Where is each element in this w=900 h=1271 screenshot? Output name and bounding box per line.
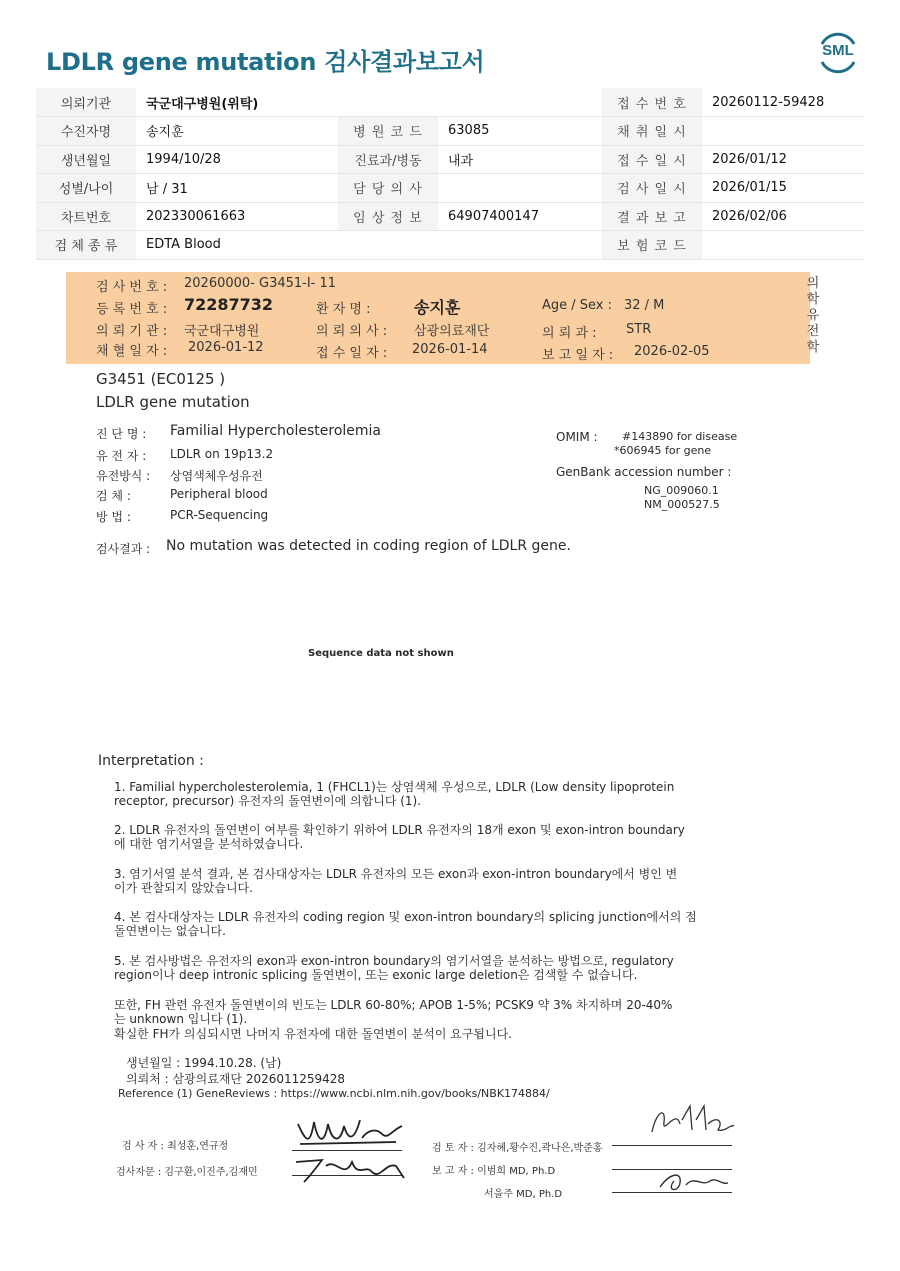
value-patient-name: 송지훈 xyxy=(136,117,338,146)
age-sex-label: Age / Sex : xyxy=(542,298,613,313)
req-doc-label: 의 뢰 의 사 : xyxy=(316,324,388,339)
report-date: 2026-02-05 xyxy=(634,344,710,359)
diagnosis-label: 진 단 명 : xyxy=(96,427,147,441)
label-receipt-time: 접 수 일 시 xyxy=(602,145,702,174)
table-row xyxy=(36,174,864,203)
examiner: 검 사 자 : 최성훈,연규정 xyxy=(122,1141,229,1152)
interpretation-line: 5. 본 검사방법은 유전자의 exon과 exon-intron boundary의 염기서열을 분석하는 방법으로, regulatory xyxy=(114,954,674,968)
label-insurance-code: 보 험 코 드 xyxy=(602,231,702,260)
advisor: 검사자문 : 김구환,이진주,김재민 xyxy=(116,1167,258,1178)
value-sex-age: 남 / 31 xyxy=(136,174,338,203)
omim-gene: *606945 for gene xyxy=(614,444,712,457)
label-hospital-code: 병 원 코 드 xyxy=(338,117,438,146)
collect-date: 2026-01-12 xyxy=(188,340,264,355)
label-chart-no: 차트번호 xyxy=(36,202,136,231)
label-patient-name: 수진자명 xyxy=(36,117,136,146)
genbank-2: NM_000527.5 xyxy=(644,498,720,511)
gene-label: 유 전 자 : xyxy=(96,449,147,463)
interpretation-line: 확실한 FH가 의심되시면 나머지 유전자에 대한 돌연변이 분석이 요구됩니다. xyxy=(114,1027,513,1041)
value-department: 내과 xyxy=(438,145,602,174)
reporter: 보 고 자 : 이범희 MD, Ph.D xyxy=(432,1166,556,1177)
label-requester: 의뢰기관 xyxy=(36,88,136,117)
label-specimen-type: 검 체 종 류 xyxy=(36,231,136,260)
specimen-label: 검 체 : xyxy=(96,489,131,503)
req-doc: 삼광의료재단 xyxy=(414,324,490,339)
exam-no: 20260000- G3451-I- 11 xyxy=(184,276,337,291)
examiner-signature-icon xyxy=(292,1112,408,1150)
report-label: 보 고 일 자 : xyxy=(542,348,614,363)
specimen: Peripheral blood xyxy=(170,487,268,501)
gene: LDLR on 19p13.2 xyxy=(170,447,274,461)
table-row xyxy=(36,202,864,231)
sequence-note: Sequence data not shown xyxy=(308,648,454,659)
value-insurance-code xyxy=(702,231,864,260)
label-clinical-info: 임 상 정 보 xyxy=(338,202,438,231)
table-row xyxy=(36,145,864,174)
interpretation-heading: Interpretation : xyxy=(98,753,204,769)
reviewer-signature-icon xyxy=(646,1102,736,1138)
footer-reference: Reference (1) GeneReviews : https://www.ncbi.nlm.nih.gov/books/NBK174884/ xyxy=(118,1087,550,1100)
test-name: LDLR gene mutation xyxy=(96,393,250,411)
reporter-2: 서을주 MD, Ph.D xyxy=(484,1189,563,1200)
advisor-signature-icon xyxy=(292,1152,412,1186)
exam-no-label: 검 사 번 호 : xyxy=(96,280,168,295)
value-collection-time xyxy=(702,117,864,146)
method: PCR-Sequencing xyxy=(170,508,269,522)
interpretation-line: 3. 염기서열 분석 결과, 본 검사대상자는 LDLR 유전자의 모든 exon과 exon-intron boundary에서 병인 변 xyxy=(114,867,678,881)
inheritance: 상염색체우성유전 xyxy=(170,469,263,483)
genbank-label: GenBank accession number : xyxy=(556,465,732,479)
interpretation-line: 또한, FH 관련 유전자 돌연변이의 빈도는 LDLR 60-80%; APOB 1-5%; PCSK9 약 3% 차지하며 20-40% xyxy=(114,998,673,1012)
interpretation-line: region이나 deep intronic splicing 돌연변이, 또는 exonic large deletion은 검색할 수 없습니다. xyxy=(114,968,638,982)
signature-line-reviewer xyxy=(612,1145,732,1146)
report-title: LDLR gene mutation 검사결과보고서 xyxy=(46,48,485,76)
value-birth-date: 1994/10/28 xyxy=(136,145,338,174)
value-receipt-time: 2026/01/12 xyxy=(702,145,864,174)
value-report-date: 2026/02/06 xyxy=(702,202,864,231)
label-collection-time: 채 취 일 시 xyxy=(602,117,702,146)
omim-label: OMIM : xyxy=(556,430,598,444)
value-receipt-no: 20260112-59428 xyxy=(702,88,864,117)
label-doctor: 담 당 의 사 xyxy=(338,174,438,203)
value-specimen-type: EDTA Blood xyxy=(136,231,602,260)
value-doctor xyxy=(438,174,602,203)
result: No mutation was detected in coding region of LDLR gene. xyxy=(166,538,571,554)
footer-requester: 의뢰처 : 삼광의료재단 2026011259428 xyxy=(126,1072,346,1086)
value-clinical-info: 64907400147 xyxy=(438,202,602,231)
interpretation-line: 는 unknown 입니다 (1). xyxy=(114,1012,248,1026)
footer-birth: 생년월일 : 1994.10.28. (남) xyxy=(126,1056,282,1070)
genetics-stamp: 의학유전학 xyxy=(806,276,820,355)
interpretation-line: receptor, precursor) 유전자의 돌연변이에 의합니다 (1). xyxy=(114,794,422,808)
req-org: 국군대구병원 xyxy=(184,324,260,339)
value-chart-no: 202330061663 xyxy=(136,202,338,231)
label-sex-age: 성별/나이 xyxy=(36,174,136,203)
collect-label: 채 혈 일 자 : xyxy=(96,344,168,359)
header-band xyxy=(66,272,810,364)
logo-text: SML xyxy=(822,42,854,59)
label-test-time: 검 사 일 시 xyxy=(602,174,702,203)
interpretation-line: 에 대한 염기서열을 분석하였습니다. xyxy=(114,837,304,851)
interpretation-line: 4. 본 검사대상자는 LDLR 유전자의 coding region 및 exon-intron boundary의 splicing junction에서의 점 xyxy=(114,910,697,924)
req-org-label: 의 뢰 기 관 : xyxy=(96,324,168,339)
patient-info-table xyxy=(36,88,864,260)
receipt-date: 2026-01-14 xyxy=(412,342,488,357)
reviewer: 검 토 자 : 김자혜,황수진,곽나은,박준홍 xyxy=(432,1143,603,1154)
patient-label: 환 자 명 : xyxy=(316,302,371,317)
inheritance-label: 유전방식 : xyxy=(96,469,151,483)
label-birth-date: 생년월일 xyxy=(36,145,136,174)
omim-disease: #143890 for disease xyxy=(622,430,738,443)
table-row xyxy=(36,117,864,146)
method-label: 방 법 : xyxy=(96,510,131,524)
interpretation-line: 2. LDLR 유전자의 돌연변이 여부를 확인하기 위하여 LDLR 유전자의 18개 exon 및 exon-intron boundary xyxy=(114,823,685,837)
req-dept-label: 의 뢰 과 : xyxy=(542,326,597,341)
signature-line-examiner xyxy=(292,1150,402,1151)
reg-no: 72287732 xyxy=(184,295,274,314)
interpretation-line: 이가 관찰되지 않았습니다. xyxy=(114,881,253,895)
value-test-time: 2026/01/15 xyxy=(702,174,864,203)
reg-no-label: 등 록 번 호 : xyxy=(96,302,168,317)
interpretation-line: 돌연변이는 없습니다. xyxy=(114,924,226,938)
sml-logo xyxy=(814,30,862,76)
label-department: 진료과/병동 xyxy=(338,145,438,174)
patient-name: 송지훈 xyxy=(414,298,461,317)
test-code: G3451 (EC0125 ) xyxy=(96,370,226,388)
value-hospital-code: 63085 xyxy=(438,117,602,146)
table-row xyxy=(36,231,864,260)
reporter-signature-icon xyxy=(652,1165,732,1195)
value-requester: 국군대구병원(위탁) xyxy=(136,88,602,117)
req-dept: STR xyxy=(626,322,652,337)
receipt-label: 접 수 일 자 : xyxy=(316,346,388,361)
genbank-1: NG_009060.1 xyxy=(644,484,719,497)
age-sex: 32 / M xyxy=(624,298,665,313)
table-row xyxy=(36,88,864,117)
label-report-date: 결 과 보 고 xyxy=(602,202,702,231)
diagnosis: Familial Hypercholesterolemia xyxy=(170,423,381,439)
result-label: 검사결과 : xyxy=(96,542,151,556)
label-receipt-no: 접 수 번 호 xyxy=(602,88,702,117)
interpretation-line: 1. Familial hypercholesterolemia, 1 (FHCL1)는 상염색체 우성으로, LDLR (Low density lipoprotein xyxy=(114,780,675,794)
